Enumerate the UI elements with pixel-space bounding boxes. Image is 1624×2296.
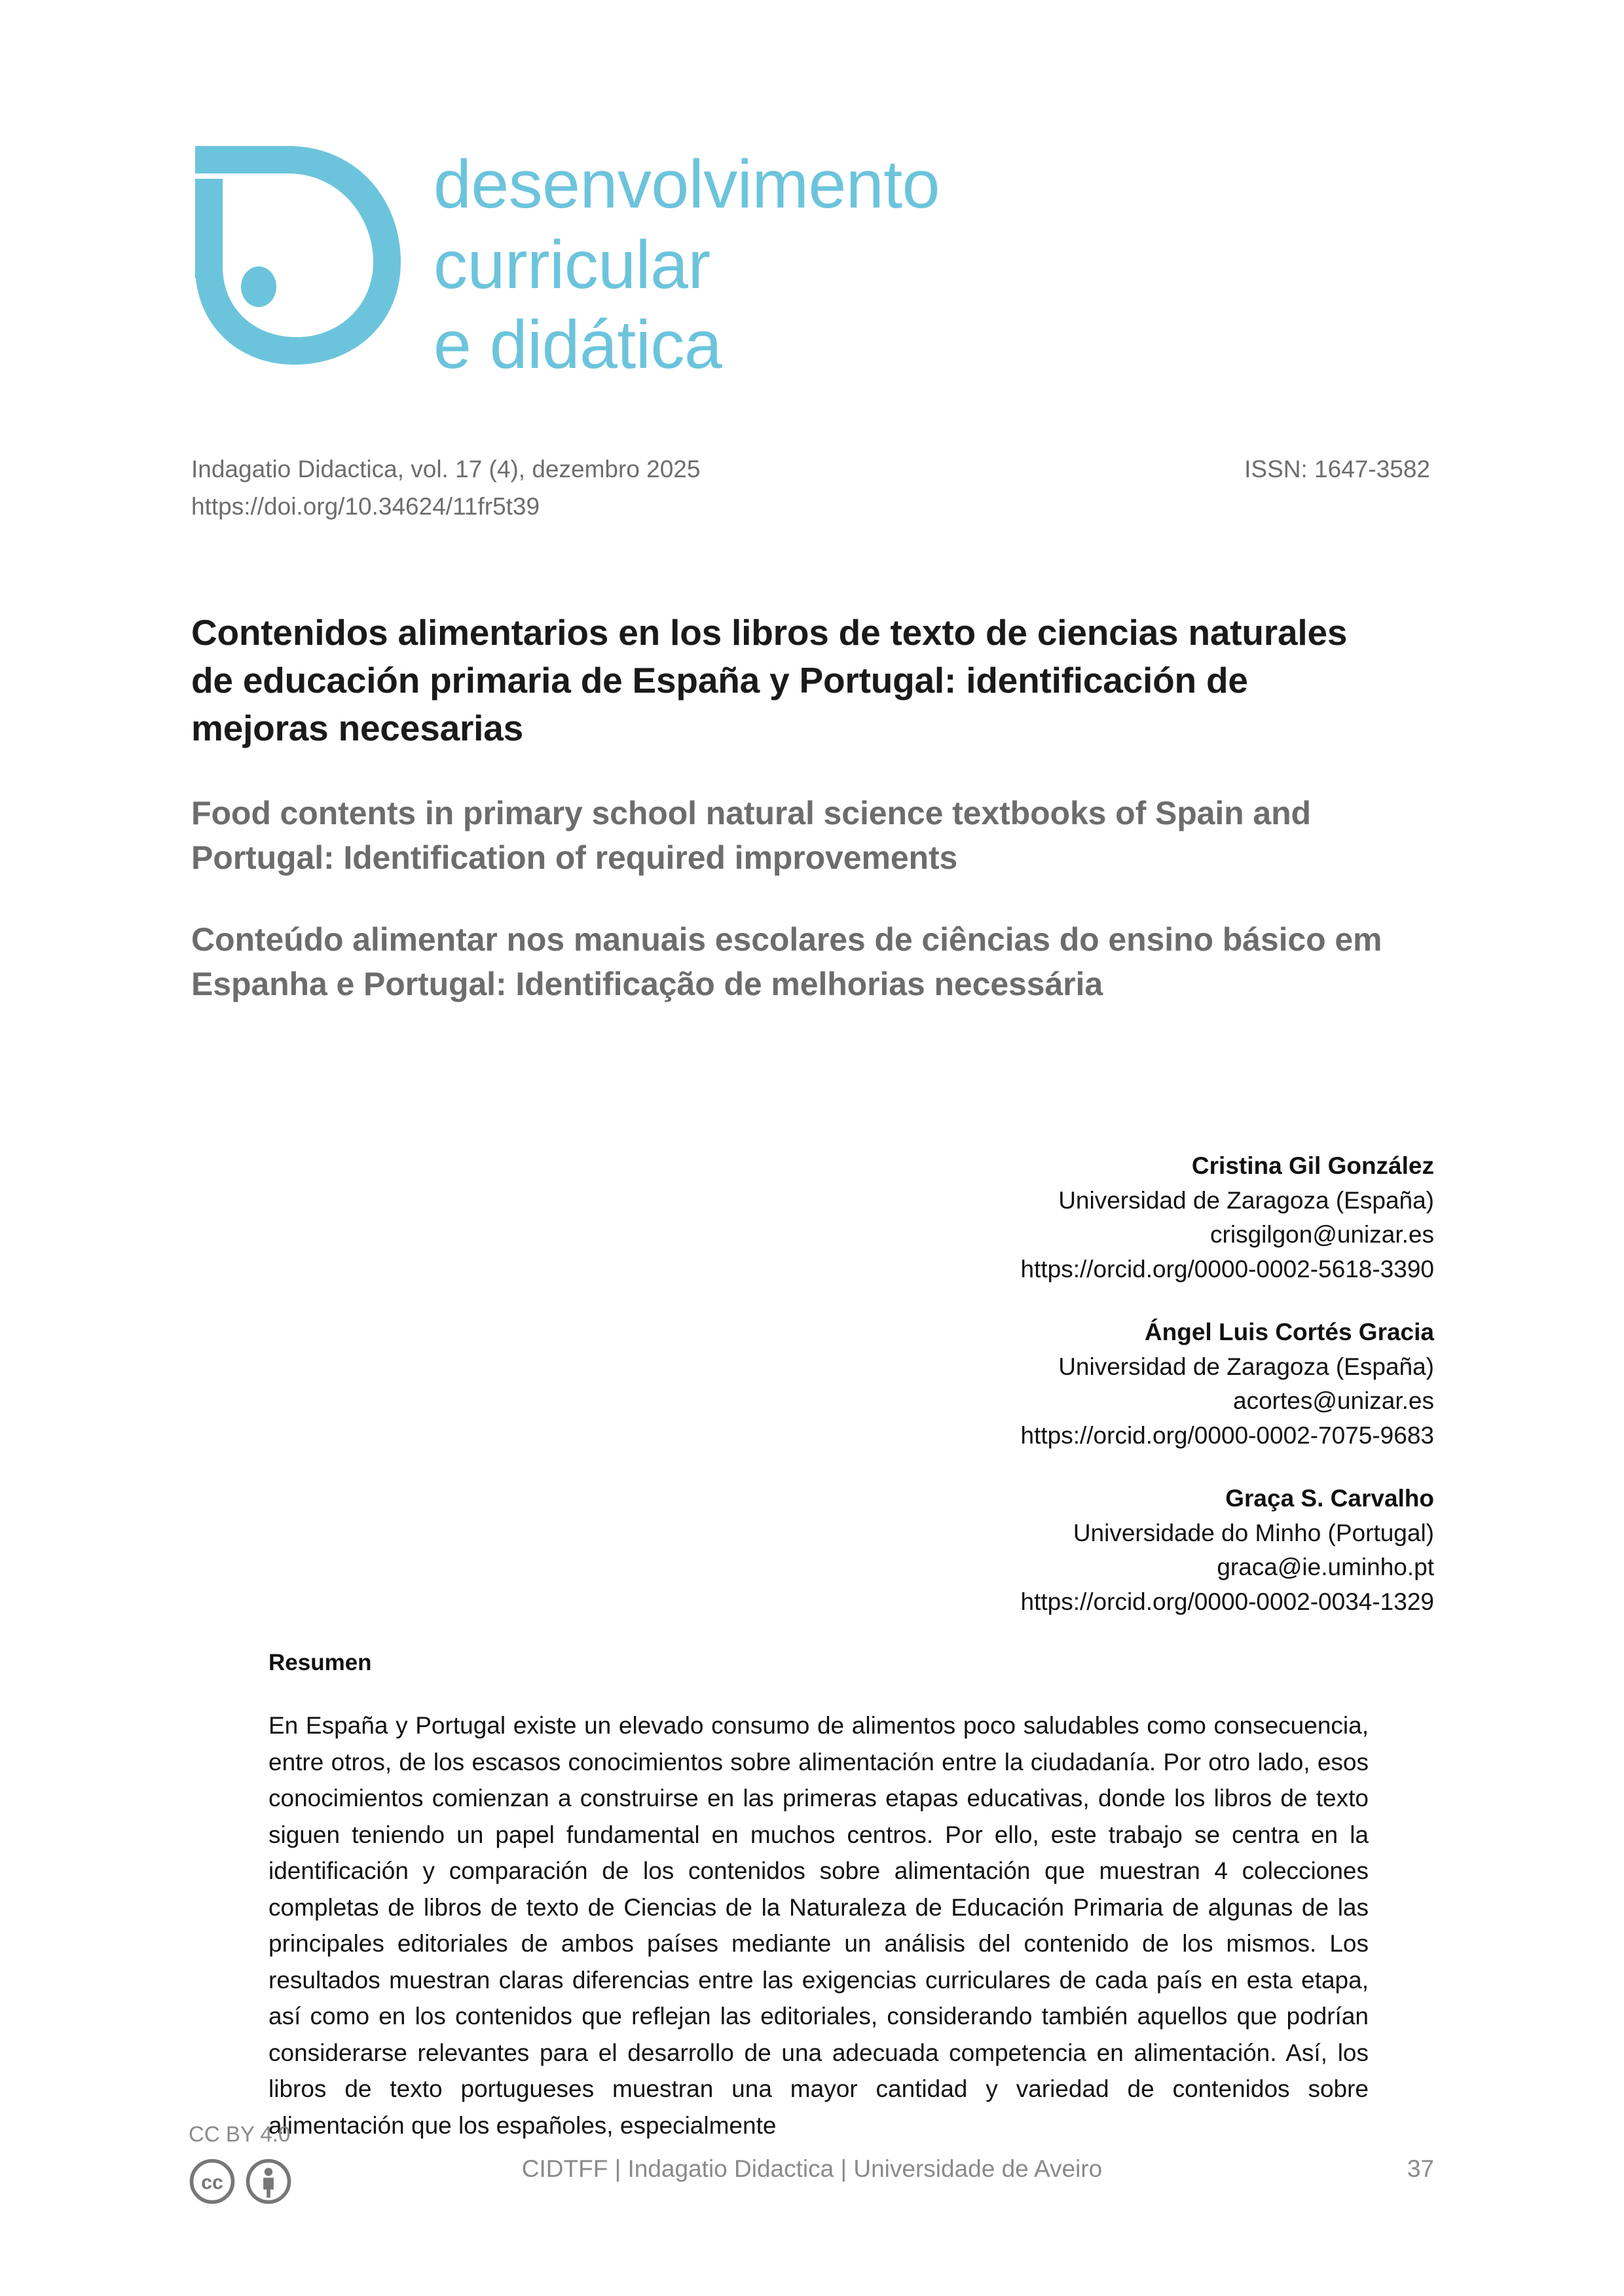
journal-citation-bar: [191, 452, 1435, 525]
author-orcid-link[interactable]: https://orcid.org/0000-0002-0034-1329: [1020, 1588, 1434, 1615]
journal-masthead: [190, 128, 940, 386]
author-name: Ángel Luis Cortés Gracia: [1144, 1319, 1434, 1346]
title-english: Food contents in primary school natural science textbooks of Spain and Portugal: Identification of required improvements: [191, 795, 1311, 876]
author-affiliation: Universidade do Minho (Portugal): [1073, 1519, 1434, 1546]
license-label: CC BY 4.0: [189, 2122, 291, 2146]
journal-citation: Indagatio Didactica, vol. 17 (4), dezembro 2025: [191, 456, 701, 483]
author-name: Cristina Gil González: [1191, 1152, 1434, 1179]
journal-doi-link[interactable]: https://doi.org/10.34624/11fr5t39: [191, 492, 540, 520]
author-name: Graça S. Carvalho: [1225, 1485, 1434, 1512]
journal-logo-wordmark: [434, 128, 940, 386]
license-badge-group: [189, 2158, 405, 2205]
logo-word-2: curricular: [434, 227, 710, 303]
journal-issn: ISSN: 1647-3582: [1244, 456, 1430, 483]
author-list: [648, 1149, 1434, 1619]
author-entry: [648, 1149, 1434, 1286]
author-email[interactable]: graca@ie.uminho.pt: [1217, 1554, 1434, 1581]
journal-citation-row: [191, 452, 1435, 488]
svg-text:cc: cc: [201, 2171, 223, 2193]
attribution-person-icon[interactable]: [245, 2158, 292, 2205]
page-number: 37: [1407, 2155, 1434, 2182]
logo-word-1: desenvolvimento: [434, 147, 940, 223]
author-entry: [648, 1482, 1434, 1619]
article-titles: [191, 609, 1409, 1006]
license-block: [189, 2121, 405, 2205]
desenvolvimento-curricular-logo-icon: [190, 128, 406, 376]
abstract-heading: Resumen: [268, 1650, 372, 1675]
abstract-text: En España y Portugal existe un elevado consumo de alimentos poco saludables como consecuencia, entre otros, de los escasos conocimientos sobre alimentación entre la ciudadanía. Por otro lado, esos conocimientos comienzan a construirse en las primeras etapas educativas, donde los libros de texto siguen teniendo un papel fundamental en muchos centros. Por ello, este trabajo se centra en la identificación y comparación de los contenidos sobre alimentación que muestran 4 colecciones completas de libros de texto de Ciencias de la Naturaleza de Educación Primaria de algunas de las principales editoriales de ambos países mediante un análisis del contenido de los mismos. Los resultados muestran claras diferencias entre las exigencias curriculares de cada país en esta etapa, así como en los contenidos que reflejan las editoriales, considerando también aquellos que podrían considerarse relevantes para el desarrollo de una adecuada competencia en alimentación. Así, los libros de texto portugueses muestran una mayor cantidad y variedad de contenidos sobre alimentación que los españoles, especialmente: [268, 1712, 1369, 2139]
page-footer: [0, 2121, 1624, 2236]
author-email[interactable]: acortes@unizar.es: [1233, 1387, 1434, 1415]
author-entry: [648, 1315, 1434, 1453]
author-email[interactable]: crisgilgon@unizar.es: [1210, 1221, 1434, 1248]
author-orcid-link[interactable]: https://orcid.org/0000-0002-5618-3390: [1020, 1255, 1434, 1283]
footer-journal-info: CIDTFF | Indagatio Didactica | Universidade de Aveiro: [521, 2155, 1103, 2182]
author-orcid-link[interactable]: https://orcid.org/0000-0002-7075-9683: [1020, 1421, 1434, 1449]
author-affiliation: Universidad de Zaragoza (España): [1058, 1353, 1434, 1380]
page-title: Contenidos alimentarios en los libros de texto de ciencias naturales de educación primaria de España y Portugal: identificación de mejoras necesarias: [191, 612, 1348, 749]
author-affiliation: Universidad de Zaragoza (España): [1058, 1186, 1434, 1214]
title-portuguese: Conteúdo alimentar nos manuais escolares de ciências do ensino básico em Espanha e Portugal: Identificação de melhorias necessária: [191, 921, 1382, 1002]
abstract-section: [268, 1650, 1369, 2143]
creative-commons-icon[interactable]: [189, 2158, 236, 2205]
logo-word-3: e didática: [434, 307, 722, 384]
